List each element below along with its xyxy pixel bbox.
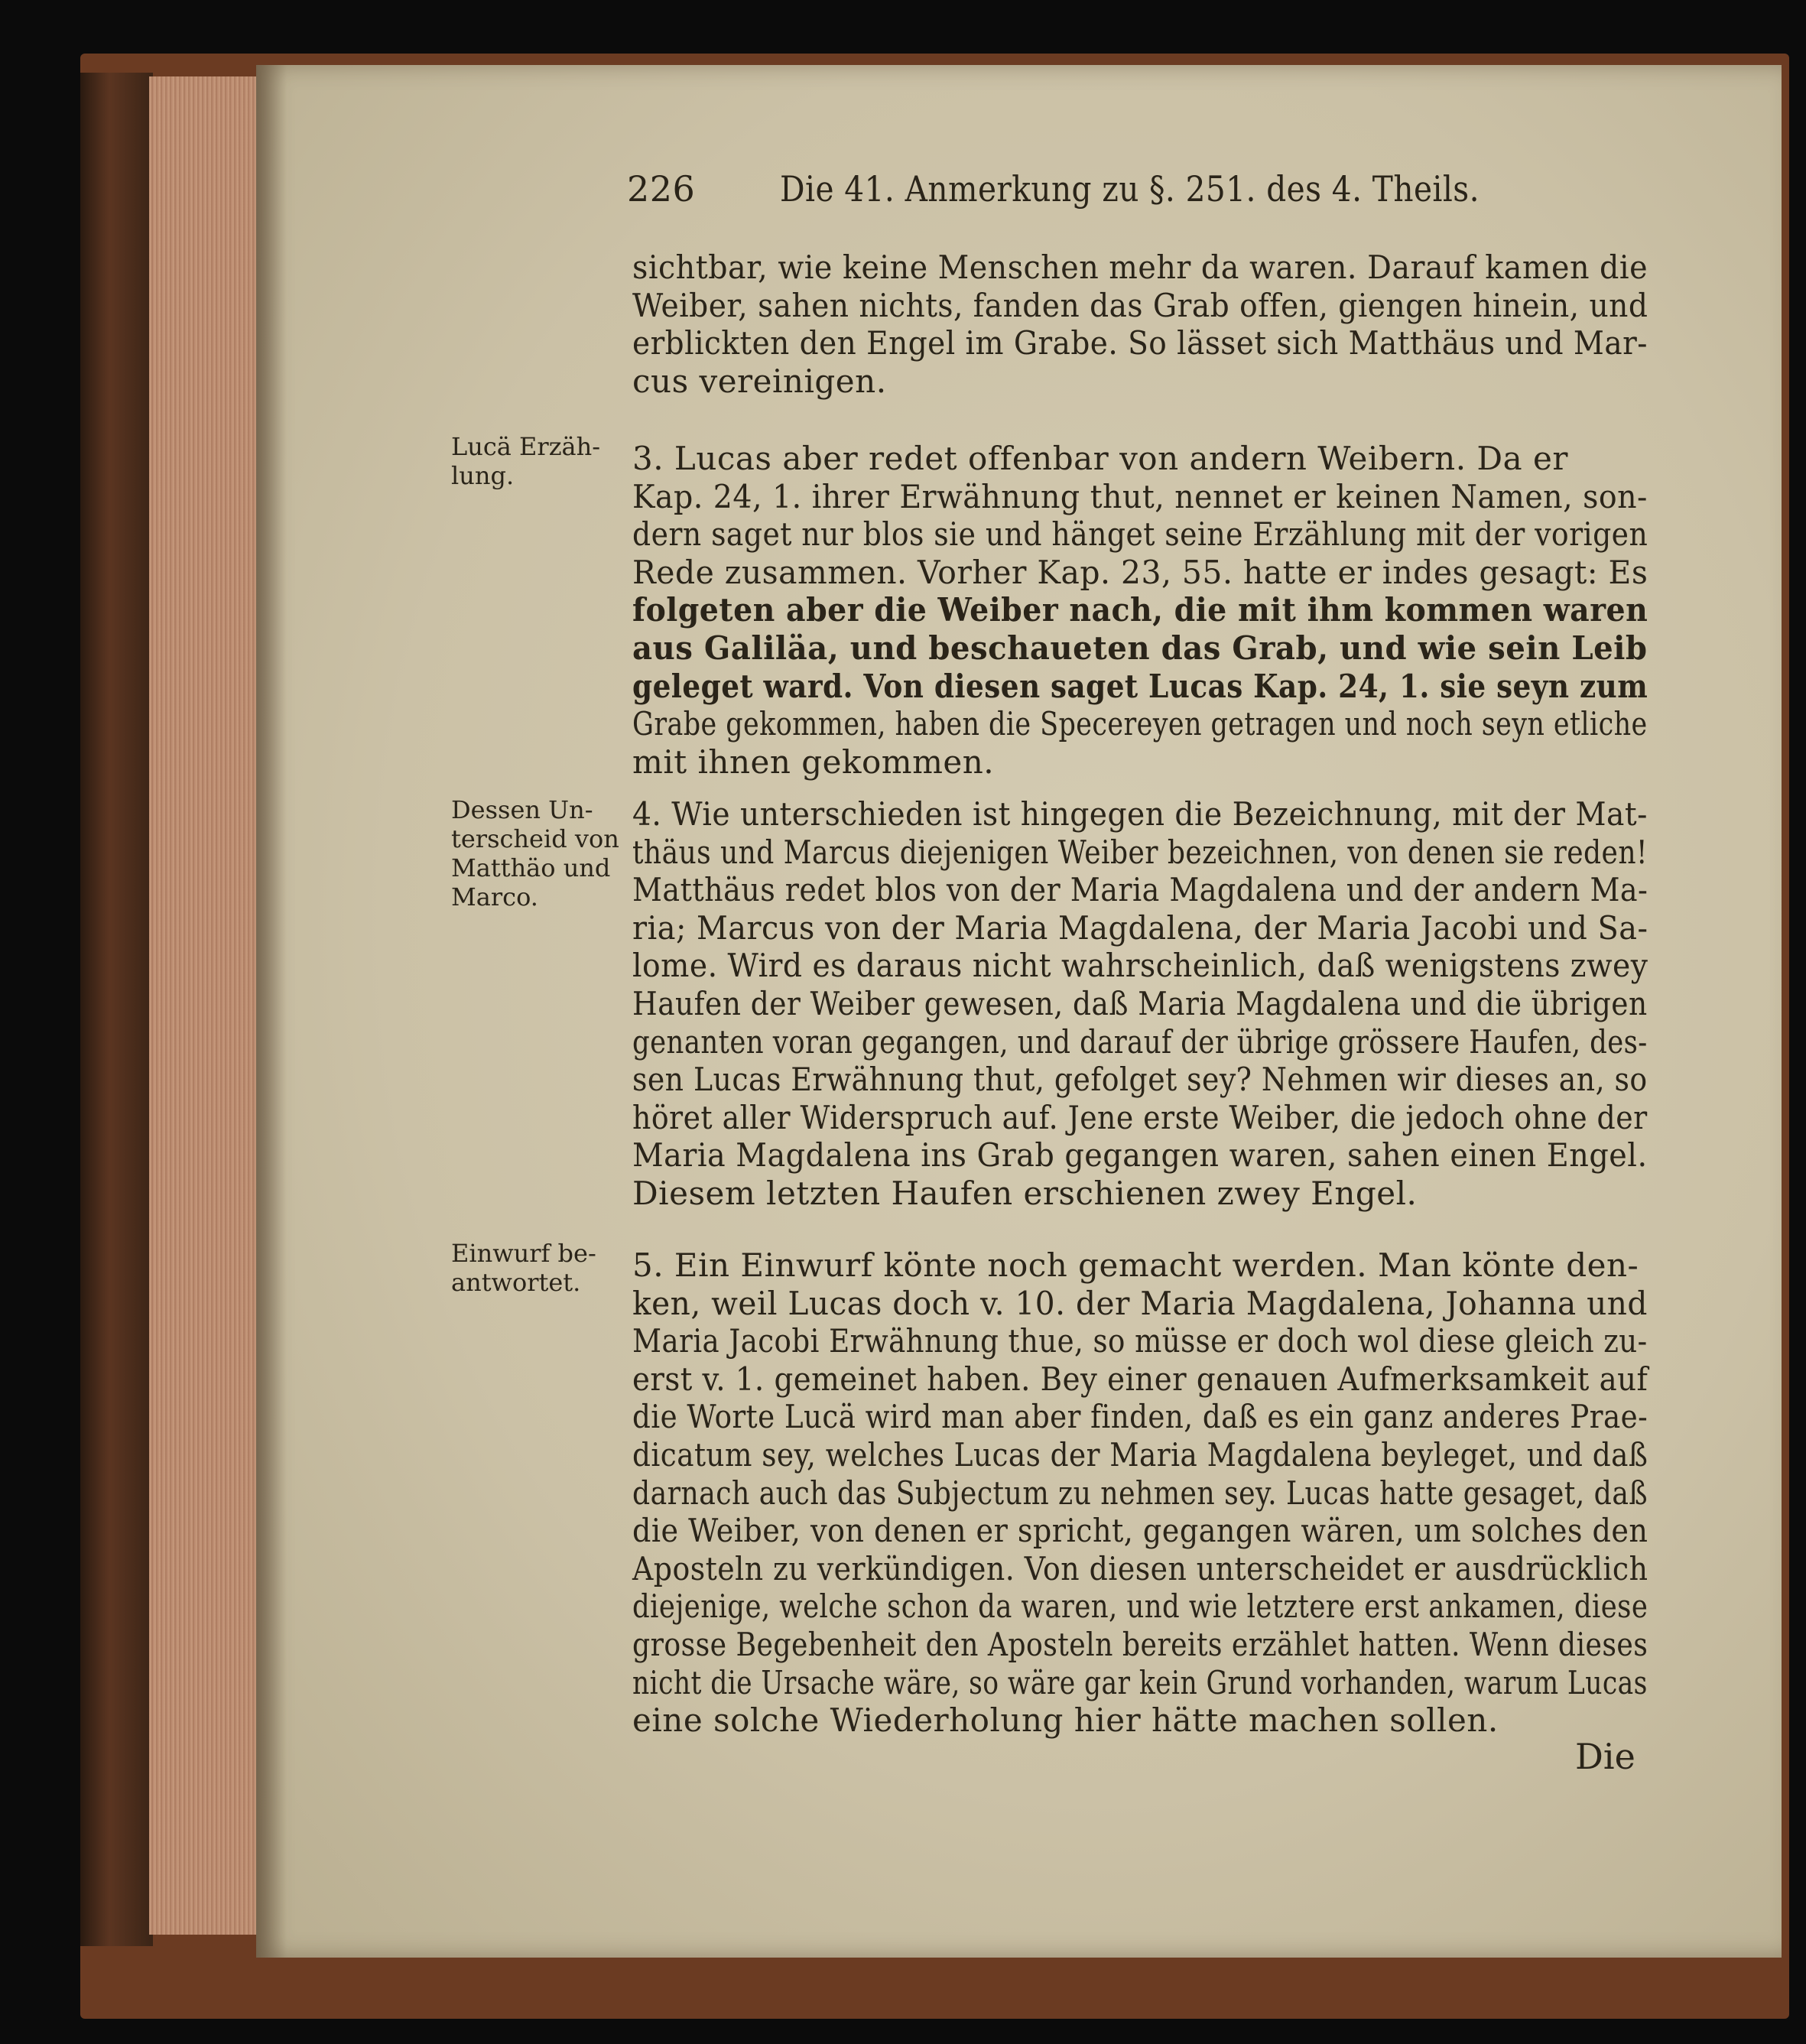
text-line: Matthäus redet blos von der Maria Magdalena und der andern Ma-: [632, 871, 1648, 909]
text-line: geleget ward. Von diesen saget Lucas Kap. 24, 1. sie seyn zum: [632, 667, 1648, 705]
margin-note-line: Matthäo und: [451, 853, 611, 882]
text-line: grosse Begebenheit den Aposteln bereits erzählet hatten. Wenn dieses: [632, 1626, 1648, 1663]
text-line: Maria Magdalena ins Grab gegangen waren, sahen einen Engel.: [632, 1136, 1648, 1175]
text-line: ria; Marcus von der Maria Magdalena, der Maria Jacobi und Sa-: [632, 908, 1648, 947]
text-line: Weiber, sahen nichts, fanden das Grab offen, giengen hinein, und: [632, 286, 1648, 324]
text-line: die Weiber, von denen er spricht, gegangen wären, um solches den: [632, 1512, 1648, 1550]
text-line: nicht die Ursache wäre, so wäre gar kein Grund vorhanden, warum Lucas: [632, 1663, 1648, 1701]
book-spine-leather: [80, 73, 153, 1946]
text-line: ken, weil Lucas doch v. 10. der Maria Magdalena, Johanna und: [632, 1284, 1648, 1322]
catchword: Die: [1575, 1736, 1635, 1777]
text-line: dern saget nur blos sie und hänget seine Erzählung mit der vorigen: [632, 515, 1648, 554]
margin-note-line: Dessen Un-: [451, 795, 593, 824]
margin-note-line: lung.: [451, 461, 515, 490]
margin-note-line: antwortet.: [451, 1268, 581, 1297]
page-number: 226: [627, 168, 696, 210]
text-line: sichtbar, wie keine Menschen mehr da waren. Darauf kamen die: [632, 249, 1648, 286]
text-line: 5. Ein Einwurf könte noch gemacht werden. Man könte den-: [632, 1246, 1639, 1284]
text-line: aus Galiläa, und beschaueten das Grab, und wie sein Leib: [632, 629, 1648, 667]
page-gutter-shadow: [256, 65, 287, 1958]
text-line: cus vereinigen.: [632, 362, 887, 400]
text-line: erst v. 1. gemeinet haben. Bey einer genauen Aufmerksamkeit auf: [632, 1360, 1648, 1398]
text-line: 4. Wie unterschieden ist hingegen die Bezeichnung, mit der Mat-: [632, 795, 1648, 833]
text-line: folgeten aber die Weiber nach, die mit ihm kommen waren: [632, 591, 1648, 629]
text-line: dicatum sey, welches Lucas der Maria Magdalena beyleget, und daß: [632, 1436, 1648, 1474]
text-line: mit ihnen gekommen.: [632, 743, 995, 781]
text-line: lome. Wird es daraus nicht wahrscheinlich, daß wenigstens zwey: [632, 947, 1648, 985]
running-title: Die 41. Anmerkung zu §. 251. des 4. Theils.: [780, 168, 1480, 210]
text-line: sen Lucas Erwähnung thut, gefolget sey? Nehmen wir dieses an, so: [632, 1061, 1648, 1099]
margin-note-line: Marco.: [451, 882, 538, 912]
text-line: eine solche Wiederholung hier hätte machen sollen.: [632, 1701, 1499, 1740]
text-line: die Worte Lucä wird man aber finden, daß es ein ganz anderes Prae-: [632, 1398, 1648, 1436]
margin-note-line: terscheid von: [451, 824, 619, 853]
text-line: Aposteln zu verkündigen. Von diesen unterscheidet er ausdrücklich: [632, 1549, 1648, 1587]
text-line: genanten voran gegangen, und darauf der übrige grössere Haufen, des-: [632, 1022, 1648, 1061]
text-line: Kap. 24, 1. ihrer Erwähnung thut, nennet er keinen Namen, son-: [632, 477, 1648, 515]
text-line: 3. Lucas aber redet offenbar von andern Weibern. Da er: [632, 440, 1568, 477]
text-line: erblickten den Engel im Grabe. So lässet sich Matthäus und Mar-: [632, 324, 1648, 362]
text-line: Maria Jacobi Erwähnung thue, so müsse er doch wol diese gleich zu-: [632, 1322, 1648, 1360]
text-line: darnach auch das Subjectum zu nehmen sey. Lucas hatte gesaget, daß: [632, 1474, 1648, 1512]
text-line: Grabe gekommen, haben die Specereyen getragen und noch seyn etliche: [632, 705, 1648, 743]
text-line: Rede zusammen. Vorher Kap. 23, 55. hatte er indes gesagt: Es: [632, 553, 1648, 591]
margin-note-line: Einwurf be-: [451, 1239, 596, 1268]
margin-note-line: Lucä Erzäh-: [451, 432, 601, 461]
text-line: diejenige, welche schon da waren, und wie letztere erst ankamen, diese: [632, 1587, 1648, 1626]
page-edges: [149, 76, 256, 1935]
text-line: höret aller Widerspruch auf. Jene erste Weiber, die jedoch ohne der: [632, 1098, 1648, 1136]
text-line: Haufen der Weiber gewesen, daß Maria Magdalena und die übrigen: [632, 985, 1648, 1022]
text-line: Diesem letzten Haufen erschienen zwey Engel.: [632, 1175, 1418, 1212]
text-line: thäus und Marcus diejenigen Weiber bezeichnen, von denen sie reden!: [632, 833, 1648, 871]
